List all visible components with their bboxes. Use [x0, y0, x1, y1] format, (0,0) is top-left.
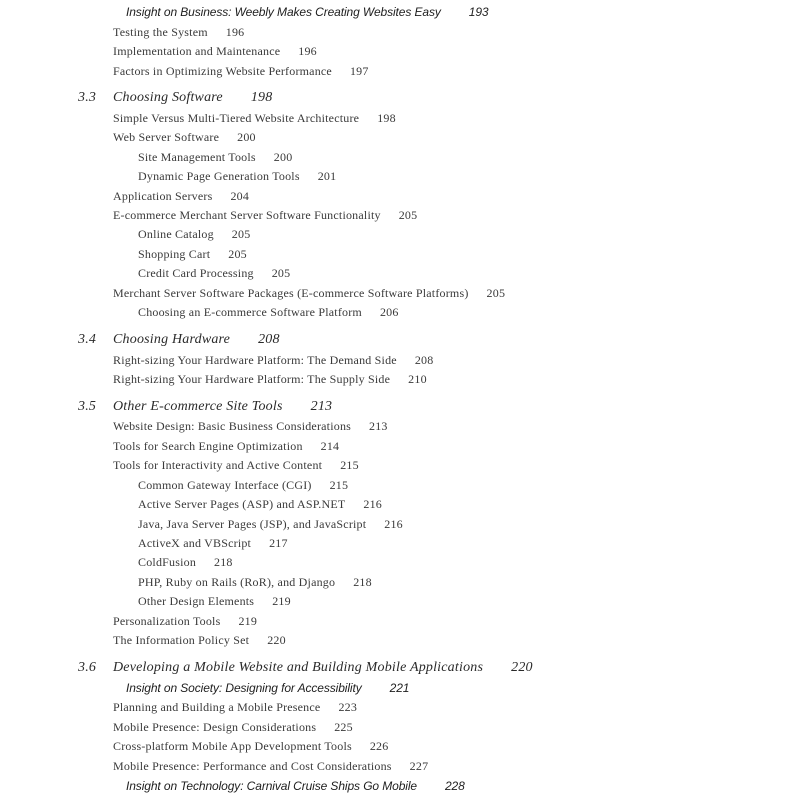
- entry-page: 226: [369, 739, 389, 753]
- entry-page: 225: [334, 720, 353, 734]
- toc-feature-entry: [126, 680, 409, 696]
- entry-page: 197: [349, 64, 369, 78]
- entry-title: Choosing an E-commerce Software Platform: [138, 305, 362, 319]
- entry-title: Tools for Interactivity and Active Content: [113, 458, 323, 472]
- entry-page: 219: [272, 594, 291, 608]
- toc-subentry: [138, 226, 250, 242]
- toc-entry: [113, 110, 396, 126]
- section-page: 213: [310, 399, 333, 414]
- toc-subentry: [138, 535, 288, 551]
- toc-feature-entry: [126, 778, 465, 794]
- entry-page: 213: [369, 419, 388, 433]
- toc-entry: [113, 371, 427, 387]
- toc-entry: [113, 63, 369, 79]
- toc-subentry: [138, 304, 399, 320]
- toc-entry: [113, 738, 388, 754]
- entry-page: 200: [237, 130, 256, 144]
- entry-title: Other Design Elements: [138, 594, 255, 608]
- entry-title: Tools for Search Engine Optimization: [113, 439, 303, 453]
- entry-page: 193: [468, 5, 489, 19]
- entry-page: 205: [231, 227, 251, 241]
- entry-title: Factors in Optimizing Website Performance: [113, 64, 332, 78]
- entry-page: 204: [230, 189, 250, 203]
- entry-title: Insight on Society: Designing for Accessibility: [126, 681, 362, 695]
- toc-subentry: [138, 246, 247, 262]
- entry-page: 196: [298, 44, 317, 58]
- entry-page: 219: [238, 614, 258, 628]
- toc-entry: [113, 457, 359, 473]
- entry-title: Implementation and Maintenance: [113, 44, 281, 58]
- entry-title: Active Server Pages (ASP) and ASP.NET: [138, 497, 346, 511]
- entry-title: E-commerce Merchant Server Software Functionality: [113, 208, 381, 222]
- toc-entry: [113, 613, 257, 629]
- entry-title: Dynamic Page Generation Tools: [138, 169, 300, 183]
- entry-page: 217: [269, 536, 288, 550]
- section-title: Choosing Software: [113, 90, 223, 105]
- toc-section-heading: [78, 89, 272, 107]
- entry-page: 223: [338, 700, 358, 714]
- entry-title: Mobile Presence: Design Considerations: [113, 720, 317, 734]
- entry-page: 196: [225, 25, 245, 39]
- toc-subentry: [138, 574, 372, 590]
- entry-page: 228: [444, 779, 465, 793]
- toc-subentry: [138, 496, 382, 512]
- entry-page: 205: [398, 208, 418, 222]
- toc-entry: [113, 129, 256, 145]
- toc-subentry: [138, 516, 403, 532]
- toc-subentry: [138, 554, 233, 570]
- entry-title: Mobile Presence: Performance and Cost Considerations: [113, 759, 392, 773]
- entry-page: 215: [340, 458, 359, 472]
- toc-entry: [113, 719, 353, 735]
- entry-title: Planning and Building a Mobile Presence: [113, 700, 321, 714]
- entry-title: Cross-platform Mobile App Development Tools: [113, 739, 352, 753]
- entry-title: Testing the System: [113, 25, 208, 39]
- entry-title: The Information Policy Set: [113, 633, 250, 647]
- toc-section-heading: [78, 659, 533, 677]
- entry-title: Personalization Tools: [113, 614, 221, 628]
- toc-subentry: [138, 477, 348, 493]
- toc-entry: [113, 188, 249, 204]
- toc-subentry: [138, 149, 292, 165]
- entry-title: Insight on Business: Weebly Makes Creating Websites Easy: [126, 5, 441, 19]
- toc-entry: [113, 758, 428, 774]
- entry-page: 201: [317, 169, 337, 183]
- section-page: 220: [511, 660, 533, 675]
- entry-page: 205: [271, 266, 291, 280]
- entry-title: ColdFusion: [138, 555, 197, 569]
- entry-title: Site Management Tools: [138, 150, 256, 164]
- entry-title: Merchant Server Software Packages (E-commerce Software Platforms): [113, 286, 469, 300]
- entry-page: 227: [409, 759, 429, 773]
- entry-title: Web Server Software: [113, 130, 220, 144]
- section-title: Other E-commerce Site Tools: [113, 399, 283, 414]
- toc-section-heading: [78, 398, 332, 416]
- entry-title: Right-sizing Your Hardware Platform: The Supply Side: [113, 372, 391, 386]
- toc-section-heading: [78, 331, 280, 349]
- entry-title: Application Servers: [113, 189, 213, 203]
- entry-title: Right-sizing Your Hardware Platform: The Demand Side: [113, 353, 397, 367]
- toc-entry: [113, 632, 286, 648]
- entry-page: 206: [379, 305, 399, 319]
- toc-entry: [113, 43, 317, 59]
- entry-page: 221: [389, 681, 410, 695]
- entry-title: Simple Versus Multi-Tiered Website Architecture: [113, 111, 360, 125]
- entry-page: 216: [384, 517, 403, 531]
- section-title: Choosing Hardware: [113, 332, 231, 347]
- toc-subentry: [138, 593, 291, 609]
- entry-page: 215: [329, 478, 349, 492]
- entry-title: Java, Java Server Pages (JSP), and JavaScript: [138, 517, 367, 531]
- toc-subentry: [138, 168, 336, 184]
- section-number: 3.5: [78, 399, 97, 414]
- toc-entry: [113, 352, 433, 368]
- entry-page: 198: [377, 111, 396, 125]
- toc-entry: [113, 438, 339, 454]
- entry-page: 218: [353, 575, 372, 589]
- toc-entry: [113, 24, 244, 40]
- entry-page: 214: [320, 439, 340, 453]
- section-page: 208: [258, 332, 280, 347]
- toc-subentry: [138, 265, 290, 281]
- toc-entry: [113, 699, 357, 715]
- section-number: 3.3: [78, 90, 97, 105]
- entry-page: 210: [408, 372, 427, 386]
- entry-title: ActiveX and VBScript: [138, 536, 252, 550]
- section-number: 3.6: [78, 660, 97, 675]
- toc-entry: [113, 418, 388, 434]
- entry-page: 205: [486, 286, 506, 300]
- entry-title: Shopping Cart: [138, 247, 211, 261]
- entry-page: 216: [363, 497, 382, 511]
- entry-title: Common Gateway Interface (CGI): [138, 478, 312, 492]
- entry-title: PHP, Ruby on Rails (RoR), and Django: [138, 575, 336, 589]
- section-number: 3.4: [78, 332, 97, 347]
- entry-page: 218: [214, 555, 233, 569]
- entry-page: 200: [273, 150, 293, 164]
- entry-title: Online Catalog: [138, 227, 214, 241]
- toc-entry: [113, 285, 505, 301]
- entry-page: 208: [414, 353, 434, 367]
- toc-entry: [113, 207, 417, 223]
- entry-title: Website Design: Basic Business Considerations: [113, 419, 352, 433]
- section-page: 198: [250, 90, 273, 105]
- section-title: Developing a Mobile Website and Building Mobile Applications: [113, 660, 484, 675]
- entry-title: Credit Card Processing: [138, 266, 254, 280]
- toc-feature-entry: [126, 4, 489, 20]
- entry-page: 220: [267, 633, 286, 647]
- entry-page: 205: [228, 247, 247, 261]
- entry-title: Insight on Technology: Carnival Cruise Ships Go Mobile: [126, 779, 417, 793]
